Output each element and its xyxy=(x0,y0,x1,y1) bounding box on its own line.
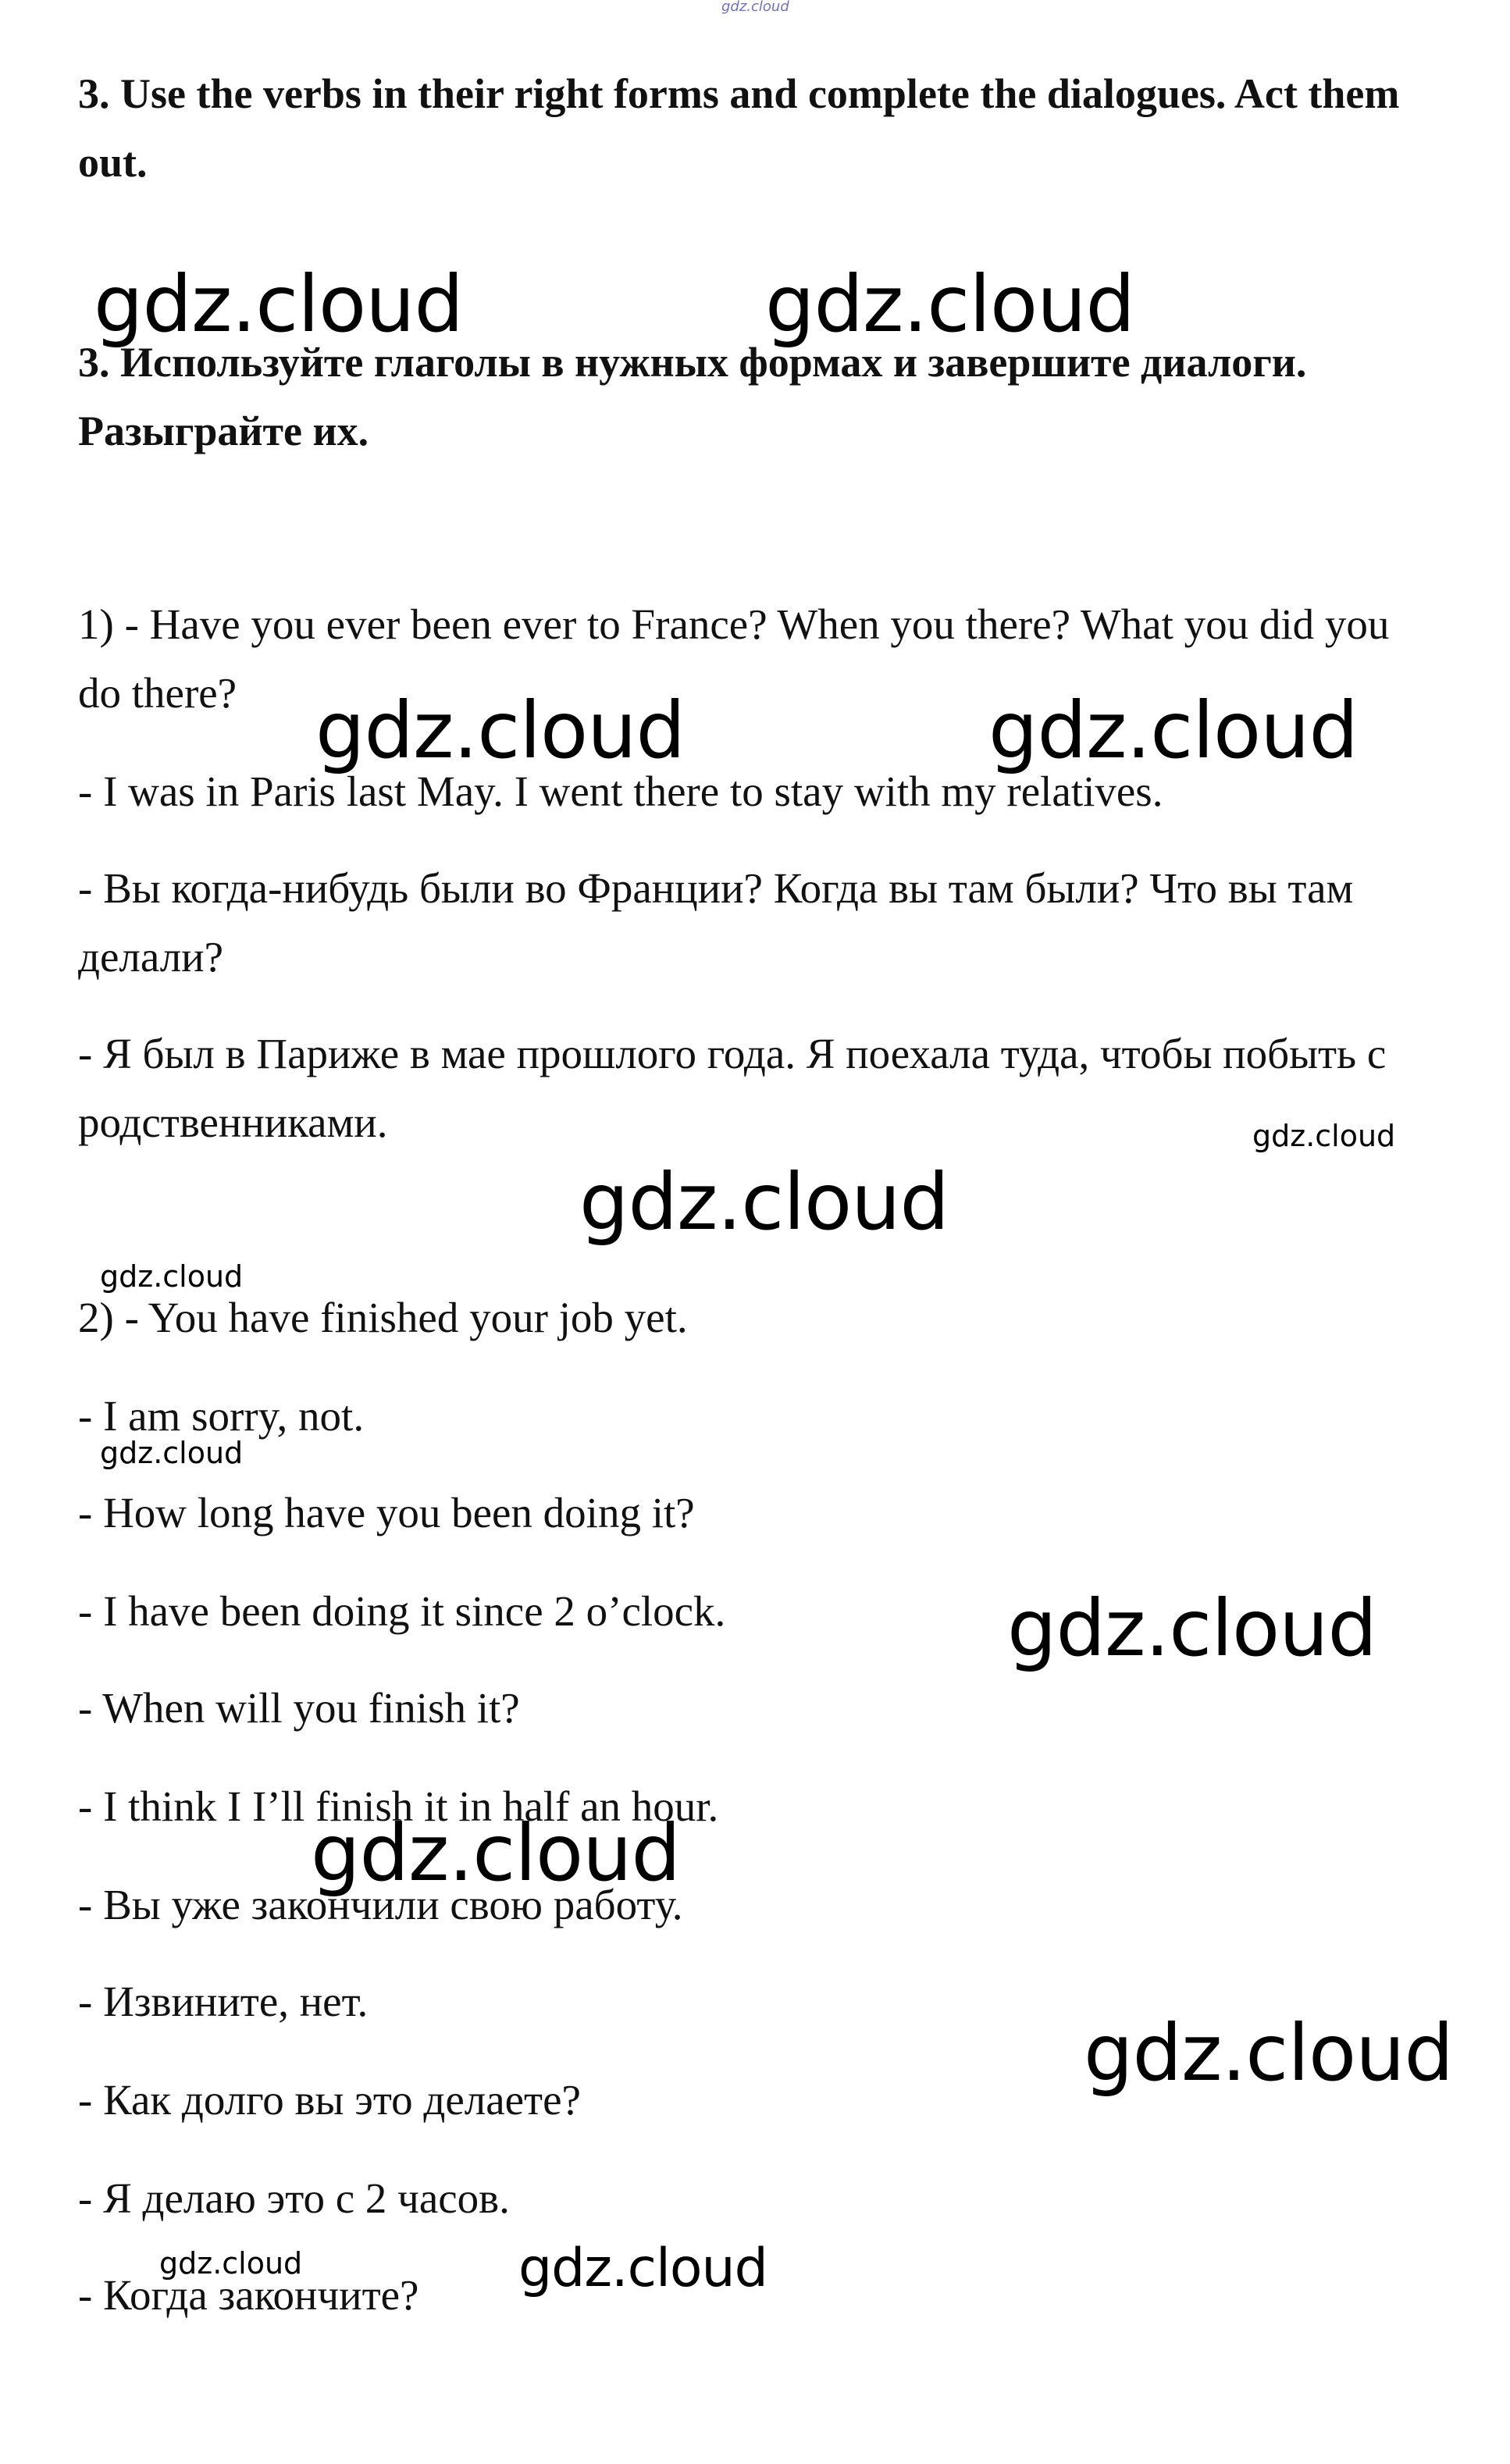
watermark: gdz.cloud xyxy=(315,685,686,776)
dialogue2-line: - Когда закончите? xyxy=(78,2271,419,2319)
dialogue2-line: - Извините, нет. xyxy=(78,1978,369,2025)
dialogue2-line: - Как долго вы это делаете? xyxy=(78,2076,581,2124)
dialogue2-line: - I am sorry, not. xyxy=(78,1392,365,1440)
dialogue2-line: - Вы уже закончили свою работу. xyxy=(78,1881,683,1928)
exercise-title-ru: 3. Используйте глаголы в нужных формах и завершите диалоги. Разыграйте их. xyxy=(78,339,1307,454)
dialogue2-line: - Я делаю это с 2 часов. xyxy=(78,2174,510,2222)
watermark: gdz.cloud xyxy=(100,1259,244,1294)
watermark: gdz.cloud xyxy=(94,258,464,350)
watermark: gdz.cloud xyxy=(159,2246,303,2281)
watermark: gdz.cloud xyxy=(1084,2007,1454,2099)
dialogue2-line: - How long have you been doing it? xyxy=(78,1489,695,1536)
dialogue2-line: 2) - You have finished your job yet. xyxy=(78,1294,688,1341)
watermark: gdz.cloud xyxy=(1007,1583,1377,1674)
dialogue1-answer-en: - I was in Paris last May. I went there to stay with my relatives. xyxy=(78,767,1163,815)
dialogue1-question-en: 1) - Have you ever been ever to France? When you there? What you did you do there? xyxy=(78,600,1390,717)
exercise-title-en: 3. Use the verbs in their right forms and complete the dialogues. Act them out. xyxy=(78,70,1400,186)
watermark: gdz.cloud xyxy=(765,258,1135,350)
dialogue2-line: - I think I I’ll finish it in half an hour. xyxy=(78,1782,719,1830)
watermark: gdz.cloud xyxy=(518,2238,767,2299)
watermark-top: gdz.cloud xyxy=(721,0,789,15)
watermark: gdz.cloud xyxy=(311,1807,681,1899)
dialogue2-line: - I have been doing it since 2 o’clock. xyxy=(78,1587,726,1635)
dialogue1-answer-ru: - Я был в Париже в мае прошлого года. Я поехала туда, чтобы побыть с родственниками. xyxy=(78,1030,1387,1146)
dialogue1-question-ru: - Вы когда-нибудь были во Франции? Когда вы там были? Что вы там делали? xyxy=(78,864,1354,981)
watermark: gdz.cloud xyxy=(100,1436,244,1470)
watermark: gdz.cloud xyxy=(1252,1119,1396,1153)
watermark: gdz.cloud xyxy=(579,1156,949,1248)
watermark: gdz.cloud xyxy=(988,685,1359,776)
dialogue2-line: - When will you finish it? xyxy=(78,1684,520,1732)
